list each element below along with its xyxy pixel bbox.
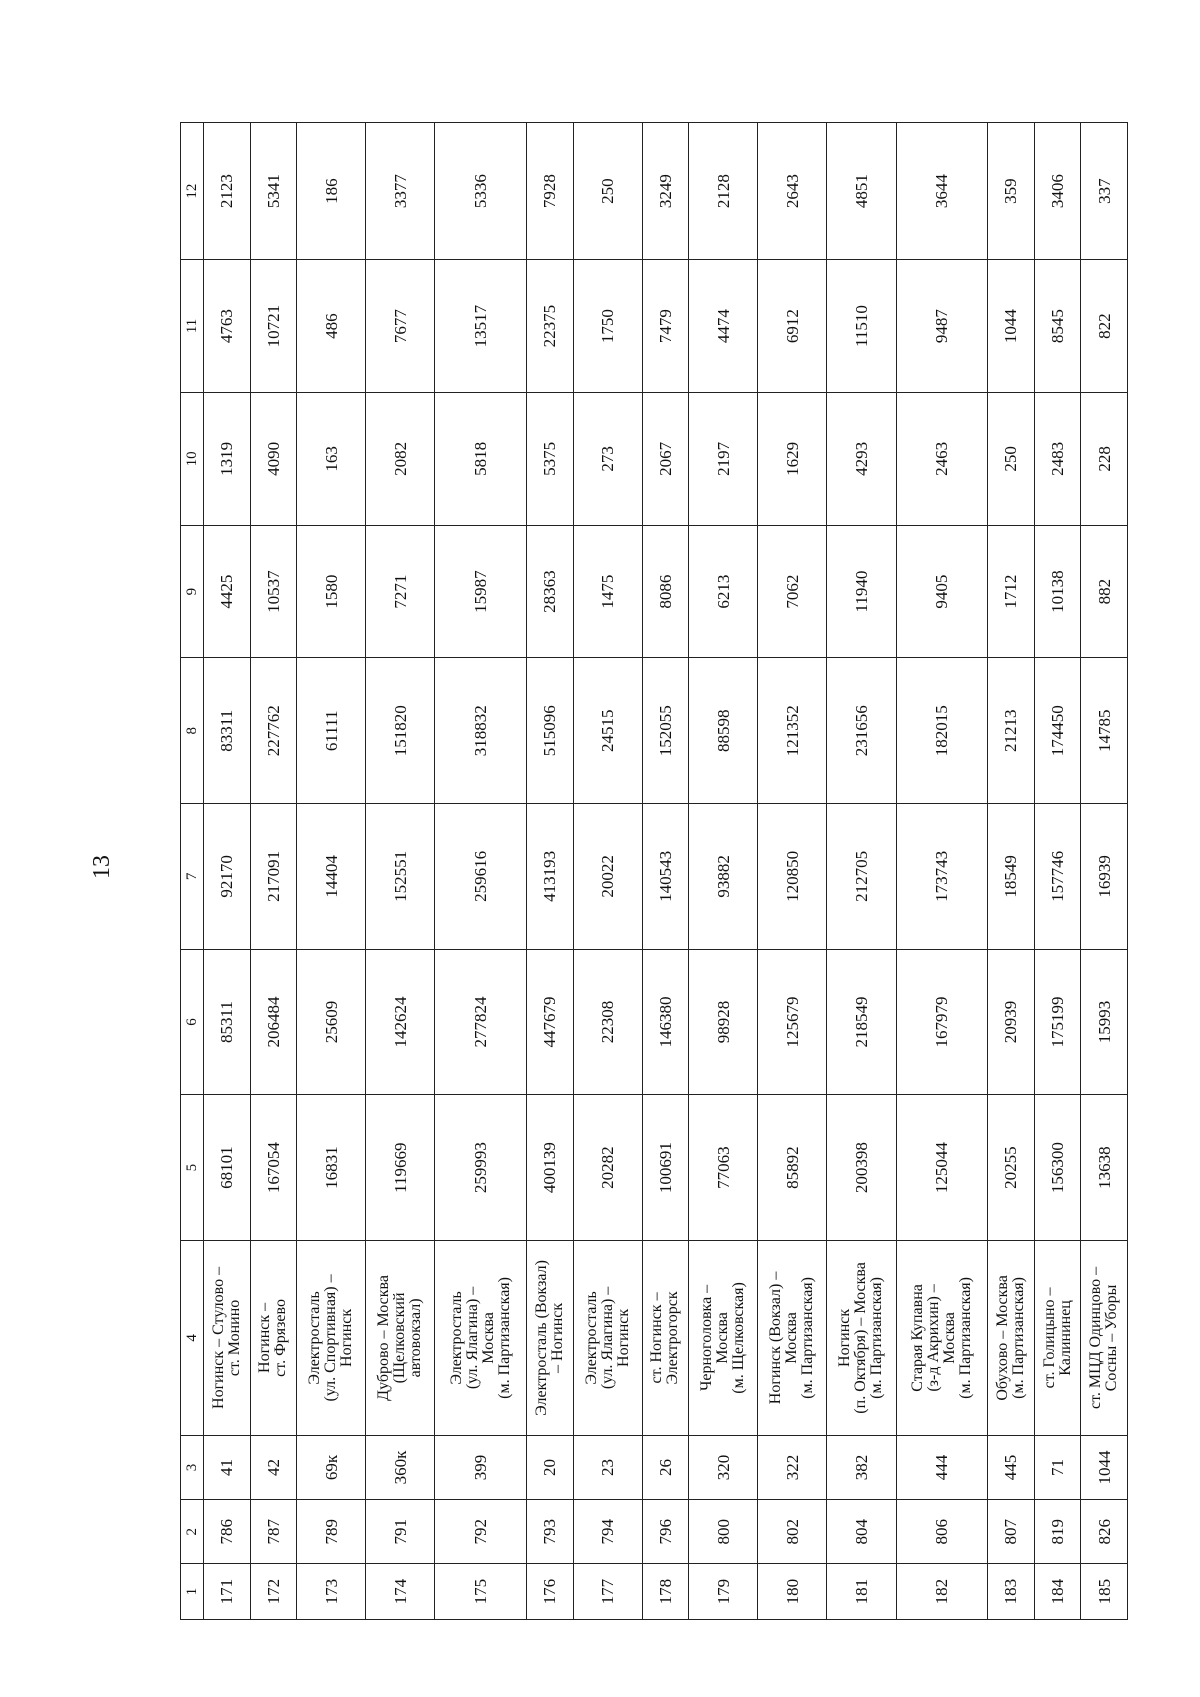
- table-row: [1081, 123, 1128, 1620]
- page-number: 13: [89, 855, 115, 879]
- cell-col-7: 92170: [204, 804, 251, 950]
- route-cell: [435, 1240, 527, 1435]
- cell-col-5: 119669: [366, 1095, 435, 1241]
- route-line: Черноголовка –: [698, 1284, 716, 1392]
- route-cell: [642, 1240, 689, 1435]
- cell-col-7: 259616: [435, 804, 527, 950]
- cell-col-2: 787: [250, 1500, 297, 1564]
- cell-col-3: 26: [642, 1435, 689, 1499]
- cell-col-6: 167979: [896, 949, 988, 1095]
- cell-col-5: 167054: [250, 1095, 297, 1241]
- route-line: (м. Щелковская): [730, 1282, 748, 1394]
- route-cell: [827, 1240, 896, 1435]
- table-row: [896, 123, 988, 1620]
- cell-col-10: 163: [297, 392, 366, 525]
- route-line: Ногинск: [338, 1308, 356, 1367]
- cell-col-11: 822: [1081, 260, 1128, 393]
- route-line: ст. Ногинск –: [648, 1292, 666, 1384]
- cell-col-8: 24515: [573, 658, 642, 804]
- route-line: (ул. Ялагина) –: [598, 1286, 616, 1390]
- rotated-table-container: [180, 122, 1128, 1620]
- route-line: ст. Фрязево: [272, 1299, 290, 1377]
- cell-col-11: 10721: [250, 260, 297, 393]
- cell-col-12: 3644: [896, 123, 988, 260]
- cell-col-11: 1750: [573, 260, 642, 393]
- route-line: ст. Монино: [225, 1299, 243, 1377]
- route-cell: [366, 1240, 435, 1435]
- cell-col-12: 2123: [204, 123, 251, 260]
- cell-col-10: 1319: [204, 392, 251, 525]
- column-header: 11: [181, 260, 204, 393]
- cell-col-7: 173743: [896, 804, 988, 950]
- cell-col-5: 125044: [896, 1095, 988, 1241]
- column-header: 6: [181, 949, 204, 1095]
- cell-col-3: 69к: [297, 1435, 366, 1499]
- cell-col-8: 14785: [1081, 658, 1128, 804]
- route-cell: [297, 1240, 366, 1435]
- cell-col-1: 179: [689, 1564, 758, 1620]
- cell-col-11: 1044: [988, 260, 1035, 393]
- table-row: [689, 123, 758, 1620]
- route-line: (м. Партизанская): [799, 1277, 817, 1399]
- cell-col-6: 175199: [1034, 949, 1081, 1095]
- table-row: [642, 123, 689, 1620]
- cell-col-1: 185: [1081, 1564, 1128, 1620]
- cell-col-12: 3377: [366, 123, 435, 260]
- cell-col-1: 183: [988, 1564, 1035, 1620]
- cell-col-9: 28363: [527, 525, 574, 658]
- cell-col-6: 85311: [204, 949, 251, 1095]
- route-line: Москва: [783, 1312, 801, 1364]
- cell-col-7: 152551: [366, 804, 435, 950]
- cell-col-12: 3406: [1034, 123, 1081, 260]
- cell-col-9: 9405: [896, 525, 988, 658]
- cell-col-6: 25609: [297, 949, 366, 1095]
- table-row: [527, 123, 574, 1620]
- route-line: (з-д Акрихин) –: [924, 1284, 942, 1392]
- cell-col-10: 2067: [642, 392, 689, 525]
- cell-col-8: 83311: [204, 658, 251, 804]
- cell-col-6: 277824: [435, 949, 527, 1095]
- cell-col-3: 382: [827, 1435, 896, 1499]
- cell-col-10: 2197: [689, 392, 758, 525]
- cell-col-11: 22375: [527, 260, 574, 393]
- cell-col-5: 20282: [573, 1095, 642, 1241]
- route-line: ст. Голицыно –: [1040, 1287, 1058, 1389]
- cell-col-8: 231656: [827, 658, 896, 804]
- column-header: 3: [181, 1435, 204, 1499]
- header-row: [181, 123, 204, 1620]
- route-line: (ул. Спортивная) –: [322, 1274, 340, 1402]
- cell-col-7: 157746: [1034, 804, 1081, 950]
- route-cell: [896, 1240, 988, 1435]
- cell-col-10: 5375: [527, 392, 574, 525]
- route-line: Электросталь (Вокзал): [532, 1260, 550, 1416]
- route-line: Калининец: [1056, 1300, 1074, 1376]
- cell-col-3: 444: [896, 1435, 988, 1499]
- route-cell: [1081, 1240, 1128, 1435]
- route-line: (м. Партизанская): [1009, 1277, 1027, 1399]
- cell-col-7: 14404: [297, 804, 366, 950]
- cell-col-12: 250: [573, 123, 642, 260]
- cell-col-1: 177: [573, 1564, 642, 1620]
- route-cell: [573, 1240, 642, 1435]
- cell-col-8: 318832: [435, 658, 527, 804]
- cell-col-9: 10138: [1034, 525, 1081, 658]
- cell-col-6: 20939: [988, 949, 1035, 1095]
- cell-col-2: 789: [297, 1500, 366, 1564]
- cell-col-2: 792: [435, 1500, 527, 1564]
- cell-col-1: 184: [1034, 1564, 1081, 1620]
- cell-col-9: 882: [1081, 525, 1128, 658]
- table-row: [297, 123, 366, 1620]
- cell-col-5: 200398: [827, 1095, 896, 1241]
- route-line: (п. Октября) – Москва: [852, 1262, 870, 1414]
- cell-col-7: 20022: [573, 804, 642, 950]
- cell-col-8: 88598: [689, 658, 758, 804]
- cell-col-12: 359: [988, 123, 1035, 260]
- table-row: [988, 123, 1035, 1620]
- cell-col-6: 218549: [827, 949, 896, 1095]
- cell-col-11: 11510: [827, 260, 896, 393]
- cell-col-11: 9487: [896, 260, 988, 393]
- cell-col-10: 4293: [827, 392, 896, 525]
- cell-col-3: 42: [250, 1435, 297, 1499]
- cell-col-3: 20: [527, 1435, 574, 1499]
- route-line: (м. Партизанская): [956, 1277, 974, 1399]
- cell-col-3: 360к: [366, 1435, 435, 1499]
- route-line: (Щелковский: [391, 1292, 409, 1384]
- cell-col-12: 186: [297, 123, 366, 260]
- cell-col-8: 227762: [250, 658, 297, 804]
- cell-col-12: 2643: [758, 123, 827, 260]
- cell-col-9: 7271: [366, 525, 435, 658]
- cell-col-5: 259993: [435, 1095, 527, 1241]
- column-header: 7: [181, 804, 204, 950]
- cell-col-10: 2082: [366, 392, 435, 525]
- cell-col-2: 786: [204, 1500, 251, 1564]
- route-line: Обухово – Москва: [993, 1275, 1011, 1401]
- cell-col-6: 22308: [573, 949, 642, 1095]
- cell-col-11: 4474: [689, 260, 758, 393]
- cell-col-6: 447679: [527, 949, 574, 1095]
- route-cell: [988, 1240, 1035, 1435]
- cell-col-8: 152055: [642, 658, 689, 804]
- table-row: [827, 123, 896, 1620]
- route-cell: [250, 1240, 297, 1435]
- table-row: [366, 123, 435, 1620]
- cell-col-9: 8086: [642, 525, 689, 658]
- cell-col-6: 146380: [642, 949, 689, 1095]
- cell-col-11: 8545: [1034, 260, 1081, 393]
- route-line: (ул. Ялагина) –: [463, 1286, 481, 1390]
- cell-col-7: 212705: [827, 804, 896, 950]
- route-line: Ногинск (Вокзал) –: [767, 1271, 785, 1405]
- cell-col-3: 445: [988, 1435, 1035, 1499]
- route-line: Ногинск: [614, 1308, 632, 1367]
- cell-col-7: 16939: [1081, 804, 1128, 950]
- route-cell: [1034, 1240, 1081, 1435]
- cell-col-3: 71: [1034, 1435, 1081, 1499]
- cell-col-10: 2483: [1034, 392, 1081, 525]
- cell-col-3: 41: [204, 1435, 251, 1499]
- cell-col-12: 7928: [527, 123, 574, 260]
- cell-col-1: 180: [758, 1564, 827, 1620]
- cell-col-5: 156300: [1034, 1095, 1081, 1241]
- cell-col-5: 400139: [527, 1095, 574, 1241]
- table-row: [758, 123, 827, 1620]
- route-line: Электросталь: [447, 1291, 465, 1385]
- cell-col-5: 16831: [297, 1095, 366, 1241]
- column-header: 5: [181, 1095, 204, 1241]
- cell-col-10: 228: [1081, 392, 1128, 525]
- cell-col-8: 515096: [527, 658, 574, 804]
- route-line: Москва: [940, 1312, 958, 1364]
- cell-col-8: 21213: [988, 658, 1035, 804]
- cell-col-2: 794: [573, 1500, 642, 1564]
- cell-col-9: 15987: [435, 525, 527, 658]
- cell-col-6: 142624: [366, 949, 435, 1095]
- cell-col-5: 20255: [988, 1095, 1035, 1241]
- cell-col-6: 15993: [1081, 949, 1128, 1095]
- cell-col-9: 1475: [573, 525, 642, 658]
- column-header: 10: [181, 392, 204, 525]
- cell-col-2: 793: [527, 1500, 574, 1564]
- cell-col-7: 413193: [527, 804, 574, 950]
- cell-col-3: 399: [435, 1435, 527, 1499]
- cell-col-2: 804: [827, 1500, 896, 1564]
- cell-col-8: 151820: [366, 658, 435, 804]
- cell-col-9: 1580: [297, 525, 366, 658]
- cell-col-2: 807: [988, 1500, 1035, 1564]
- cell-col-2: 796: [642, 1500, 689, 1564]
- route-line: ст. МЦД Одинцово –: [1087, 1266, 1105, 1410]
- cell-col-1: 176: [527, 1564, 574, 1620]
- column-header: 9: [181, 525, 204, 658]
- cell-col-6: 98928: [689, 949, 758, 1095]
- column-header: 2: [181, 1500, 204, 1564]
- column-header: 8: [181, 658, 204, 804]
- cell-col-10: 2463: [896, 392, 988, 525]
- cell-col-11: 4763: [204, 260, 251, 393]
- route-cell: [689, 1240, 758, 1435]
- route-line: Ногинск: [836, 1308, 854, 1367]
- route-line: (м. Партизанская): [495, 1277, 513, 1399]
- route-cell: [204, 1240, 251, 1435]
- cell-col-9: 4425: [204, 525, 251, 658]
- route-line: Дуброво – Москва: [375, 1275, 393, 1401]
- data-table: [180, 122, 1128, 1620]
- cell-col-10: 5818: [435, 392, 527, 525]
- cell-col-12: 4851: [827, 123, 896, 260]
- cell-col-10: 250: [988, 392, 1035, 525]
- cell-col-9: 11940: [827, 525, 896, 658]
- cell-col-8: 174450: [1034, 658, 1081, 804]
- route-line: Электросталь: [582, 1291, 600, 1385]
- cell-col-2: 806: [896, 1500, 988, 1564]
- column-header: 1: [181, 1564, 204, 1620]
- cell-col-7: 140543: [642, 804, 689, 950]
- route-line: Москва: [714, 1312, 732, 1364]
- cell-col-12: 5336: [435, 123, 527, 260]
- cell-col-2: 802: [758, 1500, 827, 1564]
- cell-col-11: 7677: [366, 260, 435, 393]
- cell-col-3: 23: [573, 1435, 642, 1499]
- cell-col-1: 182: [896, 1564, 988, 1620]
- cell-col-1: 174: [366, 1564, 435, 1620]
- cell-col-7: 18549: [988, 804, 1035, 950]
- cell-col-9: 10537: [250, 525, 297, 658]
- cell-col-1: 172: [250, 1564, 297, 1620]
- cell-col-3: 320: [689, 1435, 758, 1499]
- cell-col-10: 4090: [250, 392, 297, 525]
- route-cell: [527, 1240, 574, 1435]
- cell-col-2: 800: [689, 1500, 758, 1564]
- cell-col-8: 121352: [758, 658, 827, 804]
- cell-col-2: 819: [1034, 1500, 1081, 1564]
- cell-col-11: 486: [297, 260, 366, 393]
- cell-col-12: 3249: [642, 123, 689, 260]
- cell-col-2: 826: [1081, 1500, 1128, 1564]
- route-line: Москва: [479, 1312, 497, 1364]
- route-line: Сосны – Уборы: [1103, 1284, 1121, 1392]
- cell-col-3: 1044: [1081, 1435, 1128, 1499]
- cell-col-8: 182015: [896, 658, 988, 804]
- cell-col-5: 85892: [758, 1095, 827, 1241]
- cell-col-7: 217091: [250, 804, 297, 950]
- cell-col-11: 7479: [642, 260, 689, 393]
- route-line: Электрогорск: [664, 1291, 682, 1385]
- cell-col-1: 181: [827, 1564, 896, 1620]
- column-header: 4: [181, 1240, 204, 1435]
- route-line: Электросталь: [306, 1291, 324, 1385]
- cell-col-9: 1712: [988, 525, 1035, 658]
- table-row: [1034, 123, 1081, 1620]
- cell-col-2: 791: [366, 1500, 435, 1564]
- cell-col-7: 120850: [758, 804, 827, 950]
- table-row: [204, 123, 251, 1620]
- cell-col-11: 13517: [435, 260, 527, 393]
- column-header: 12: [181, 123, 204, 260]
- table-body: [204, 123, 1128, 1620]
- cell-col-10: 1629: [758, 392, 827, 525]
- route-line: (м. Партизанская): [868, 1277, 886, 1399]
- cell-col-1: 171: [204, 1564, 251, 1620]
- cell-col-10: 273: [573, 392, 642, 525]
- table-row: [573, 123, 642, 1620]
- table-row: [250, 123, 297, 1620]
- cell-col-8: 61111: [297, 658, 366, 804]
- cell-col-1: 173: [297, 1564, 366, 1620]
- cell-col-9: 6213: [689, 525, 758, 658]
- cell-col-5: 68101: [204, 1095, 251, 1241]
- cell-col-3: 322: [758, 1435, 827, 1499]
- route-line: Старая Купавна: [908, 1284, 926, 1392]
- route-line: Ногинск – Стулово –: [209, 1266, 227, 1409]
- cell-col-6: 125679: [758, 949, 827, 1095]
- cell-col-5: 77063: [689, 1095, 758, 1241]
- route-cell: [758, 1240, 827, 1435]
- cell-col-5: 100691: [642, 1095, 689, 1241]
- route-line: – Ногинск: [548, 1302, 566, 1373]
- cell-col-9: 7062: [758, 525, 827, 658]
- cell-col-1: 178: [642, 1564, 689, 1620]
- cell-col-12: 5341: [250, 123, 297, 260]
- cell-col-5: 13638: [1081, 1095, 1128, 1241]
- cell-col-6: 206484: [250, 949, 297, 1095]
- table-row: [435, 123, 527, 1620]
- cell-col-11: 6912: [758, 260, 827, 393]
- route-line: Ногинск –: [256, 1302, 274, 1373]
- cell-col-1: 175: [435, 1564, 527, 1620]
- cell-col-12: 337: [1081, 123, 1128, 260]
- route-line: автовокзал): [407, 1298, 425, 1378]
- cell-col-12: 2128: [689, 123, 758, 260]
- cell-col-7: 93882: [689, 804, 758, 950]
